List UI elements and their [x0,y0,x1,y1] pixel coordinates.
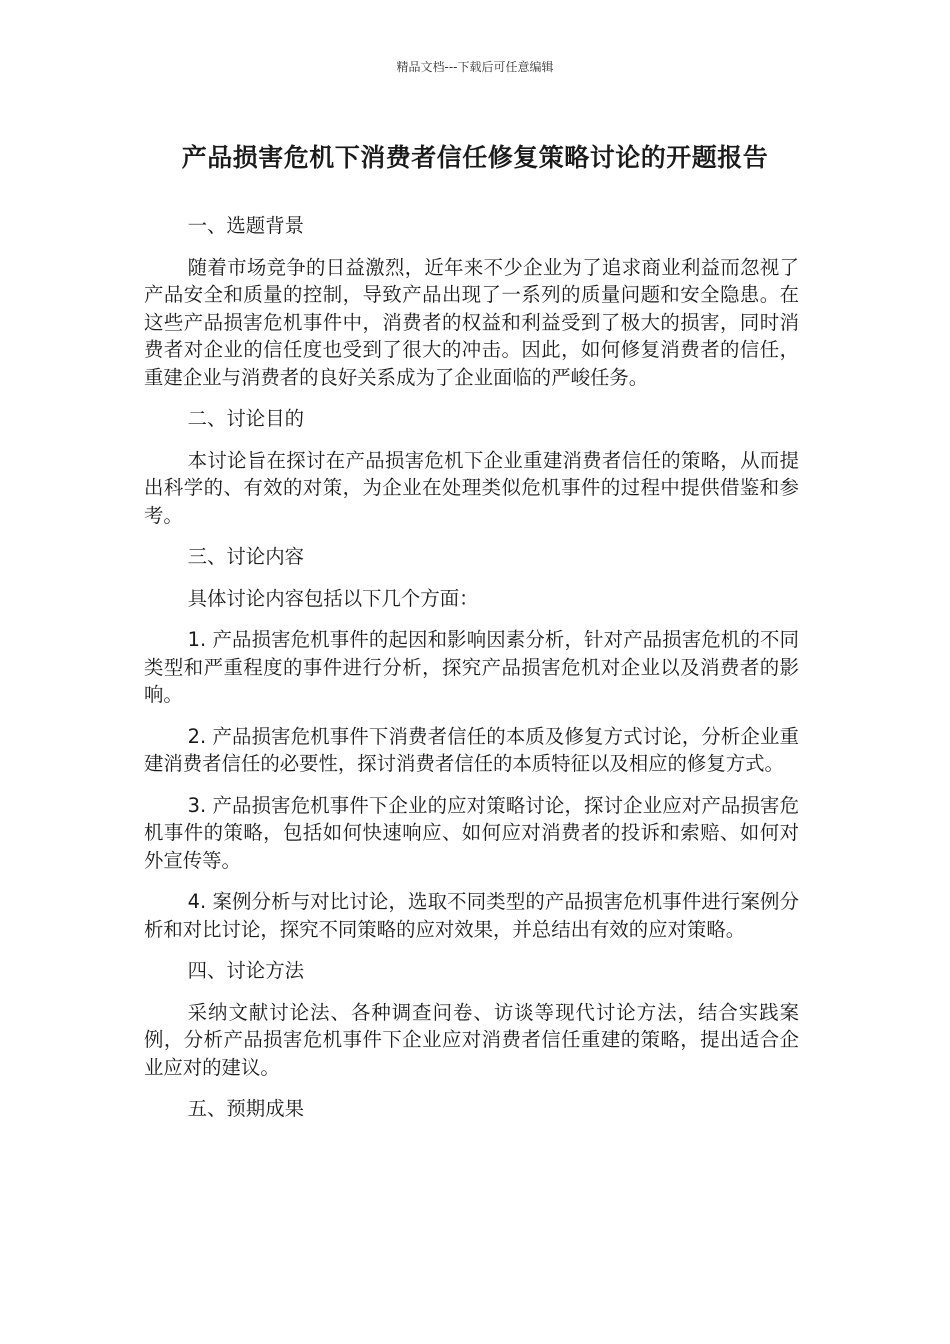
section-heading-method: 四、讨论方法 [187,959,304,982]
section-heading-purpose: 二、讨论目的 [187,407,304,430]
section-heading-outcomes: 五、预期成果 [187,1097,304,1120]
document-title: 产品损害危机下消费者信任修复策略讨论的开题报告 [181,143,769,172]
header-note: 精品文档---下载后可任意编辑 [396,60,554,74]
paragraph-purpose: 本讨论旨在探讨在产品损害危机下企业重建消费者信任的策略，从而提出科学的、有效的对策，为企业在处理类似危机事件的过程中提供借鉴和参考。 [144,448,799,527]
list-item-content-1: 1. 产品损害危机事件的起因和影响因素分析，针对产品损害危机的不同类型和严重程度的事件进行分析，探究产品损害危机对企业以及消费者的影响。 [144,628,799,706]
list-item-content-2: 2. 产品损害危机事件下消费者信任的本质及修复方式讨论，分析企业重建消费者信任的必要性，探讨消费者信任的本质特征以及相应的修复方式。 [144,724,799,775]
list-item-content-4: 4. 案例分析与对比讨论，选取不同类型的产品损害危机事件进行案例分析和对比讨论，探究不同策略的应对效果，并总结出有效的应对策略。 [144,890,799,941]
paragraph-content-intro: 具体讨论内容包括以下几个方面： [187,586,479,610]
list-item-content-3: 3. 产品损害危机事件下企业的应对策略讨论，探讨企业应对产品损害危机事件的策略，包括如何快速响应、如何应对消费者的投诉和索赔、如何对外宣传等。 [144,793,799,872]
section-heading-content: 三、讨论内容 [187,545,304,568]
paragraph-method: 采纳文献讨论法、各种调查问卷、访谈等现代讨论方法，结合实践案例，分析产品损害危机事件下企业应对消费者信任重建的策略，提出适合企业应对的建议。 [144,1000,799,1079]
paragraph-background: 随着市场竞争的日益激烈，近年来不少企业为了追求商业利益而忽视了产品安全和质量的控制，导致产品出现了一系列的质量问题和安全隐患。在这些产品损害危机事件中，消费者的权益和利益受到了极大的损害，同时消费者对企业的信任度也受到了很大的冲击。因此，如何修复消费者的信任，重建企业与消费者的良好关系成为了企业面临的严峻任务。 [144,255,799,389]
section-heading-background: 一、选题背景 [187,214,304,237]
document-body [144,212,799,1137]
